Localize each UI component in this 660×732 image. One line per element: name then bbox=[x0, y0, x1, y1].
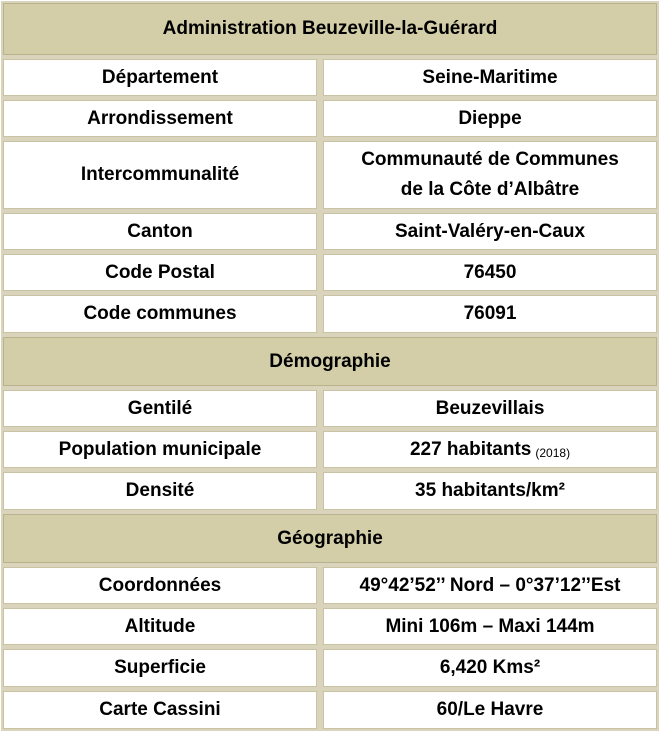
row-label: Intercommunalité bbox=[3, 141, 317, 209]
table-row-population bbox=[1, 429, 659, 470]
value-line: de la Côte d’Albâtre bbox=[400, 179, 580, 200]
row-value bbox=[323, 141, 657, 209]
row-label: Gentilé bbox=[3, 390, 317, 427]
table-row-intercommunalite bbox=[1, 139, 659, 211]
table-row-densite bbox=[1, 470, 659, 512]
row-label: Carte Cassini bbox=[3, 691, 317, 729]
table-row-code-communes bbox=[1, 293, 659, 335]
section-header-geographie bbox=[1, 512, 659, 565]
row-value: Mini 106m – Maxi 144m bbox=[323, 608, 657, 645]
table-row-superficie bbox=[1, 647, 659, 689]
row-value: 76450 bbox=[323, 254, 657, 291]
row-label: Densité bbox=[3, 472, 317, 510]
row-value: 76091 bbox=[323, 295, 657, 333]
row-label: Altitude bbox=[3, 608, 317, 645]
commune-info-table bbox=[1, 1, 659, 731]
table-row-altitude bbox=[1, 606, 659, 647]
table-row-coordonnees bbox=[1, 565, 659, 606]
section-header-administration bbox=[1, 1, 659, 57]
section-header-demographie bbox=[1, 335, 659, 388]
row-label: Canton bbox=[3, 213, 317, 250]
table-row-canton bbox=[1, 211, 659, 252]
row-label: Superficie bbox=[3, 649, 317, 687]
value-line: Communauté de Communes bbox=[361, 149, 619, 170]
row-value: Saint-Valéry-en-Caux bbox=[323, 213, 657, 250]
row-label: Code Postal bbox=[3, 254, 317, 291]
table-row-arrondissement bbox=[1, 98, 659, 139]
row-value: Dieppe bbox=[323, 100, 657, 137]
row-value: 60/Le Havre bbox=[323, 691, 657, 729]
table-row-gentile bbox=[1, 388, 659, 429]
row-label: Arrondissement bbox=[3, 100, 317, 137]
table-row-code-postal bbox=[1, 252, 659, 293]
row-label: Code communes bbox=[3, 295, 317, 333]
row-value: Seine-Maritime bbox=[323, 59, 657, 96]
population-year: (2018) bbox=[535, 445, 571, 460]
row-value: Beuzevillais bbox=[323, 390, 657, 427]
row-value bbox=[323, 431, 657, 468]
table-row-departement bbox=[1, 57, 659, 98]
row-value: 49°42’52’’ Nord – 0°37’12’’Est bbox=[323, 567, 657, 604]
row-value: 6,420 Kms² bbox=[323, 649, 657, 687]
section-title: Démographie bbox=[3, 337, 657, 386]
section-title: Géographie bbox=[3, 514, 657, 563]
row-value: 35 habitants/km² bbox=[323, 472, 657, 510]
row-label: Département bbox=[3, 59, 317, 96]
population-value: 227 habitants bbox=[409, 438, 532, 460]
table-row-carte-cassini bbox=[1, 689, 659, 731]
section-title: Administration Beuzeville-la-Guérard bbox=[3, 3, 657, 55]
row-label: Population municipale bbox=[3, 431, 317, 468]
row-label: Coordonnées bbox=[3, 567, 317, 604]
